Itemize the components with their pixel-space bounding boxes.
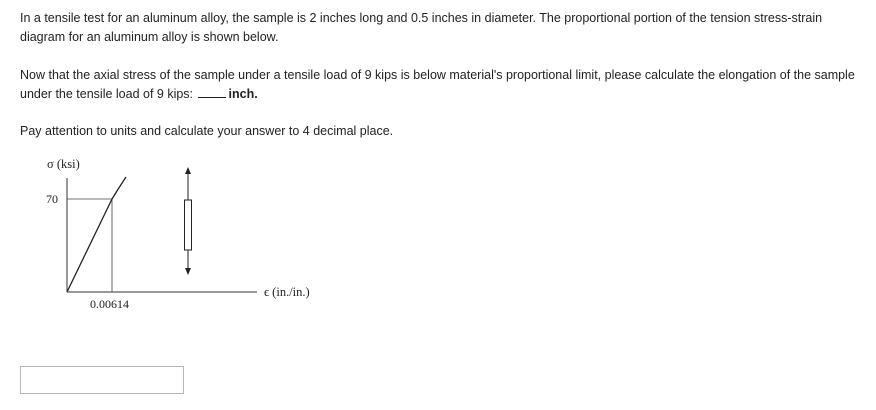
problem-statement: In a tensile test for an aluminum alloy, the sample is 2 inches long and 0.5 inches in diameter. The proportional portion of the tension stress-strain diagram for an aluminum alloy is shown below.: [20, 11, 823, 44]
instruction-text: Pay attention to units and calculate your answer to 4 decimal place.: [20, 124, 394, 138]
arrow-down-icon: [185, 268, 191, 275]
answer-input[interactable]: [20, 366, 184, 394]
x-tick-label: 0.00614: [90, 297, 129, 311]
problem-prompt: Now that the axial stress of the sample under a tensile load of 9 kips is below material's proportional limit, please calculate the elongation of the sample under the tensile load of 9 kips:: [20, 68, 855, 101]
question-paragraph-1: [20, 9, 866, 47]
y-tick-label: 70: [46, 192, 58, 206]
arrow-up-icon: [185, 167, 191, 174]
stress-strain-diagram: [30, 150, 360, 320]
specimen-sketch: [185, 167, 192, 275]
y-axis-label: σ (ksi): [47, 157, 80, 171]
answer-blank: [198, 87, 226, 98]
question-paragraph-2: [20, 66, 866, 104]
x-axis-label: ϵ (in./in.): [264, 285, 310, 299]
question-paragraph-3: [20, 122, 866, 141]
linear-region-line: [67, 199, 112, 292]
nonlinear-region-curve: [112, 177, 126, 199]
specimen-body: [185, 200, 192, 250]
answer-unit: inch.: [228, 87, 258, 101]
